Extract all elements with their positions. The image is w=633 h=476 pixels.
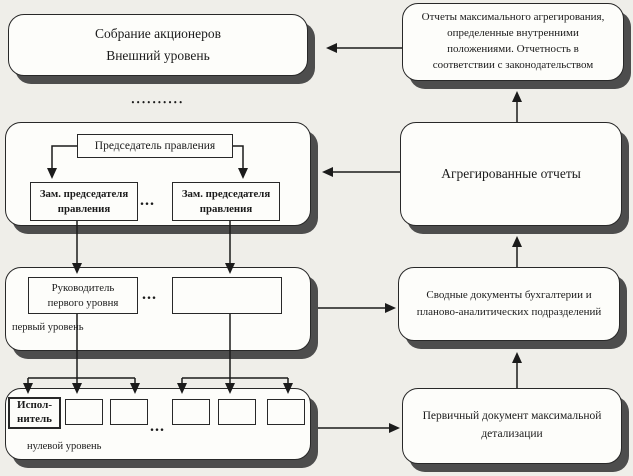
- first-level-ellipsis: ...: [142, 286, 157, 303]
- deputy-line: правления: [199, 202, 253, 215]
- reports-line: Отчеты максимального агрегирования,: [421, 11, 605, 24]
- external-level-label: Внешний уровень: [106, 48, 210, 63]
- chairman-box: [77, 134, 233, 158]
- summary-line: планово-аналитических подразделений: [416, 306, 602, 318]
- zero-level-label: нулевой уровень: [27, 441, 102, 452]
- arrow-chairman-to-deputy-right: [233, 146, 243, 177]
- shareholders-line: Собрание акционеров: [94, 25, 222, 41]
- reports-line: определенные внутренними: [447, 27, 579, 40]
- deputy-right-box: [172, 182, 280, 221]
- reports-line: соответствии с законодательством: [432, 58, 594, 71]
- dotted-separator: ••••••••••: [131, 98, 185, 107]
- deputy-left-box: [30, 182, 138, 221]
- summary-line: Сводные документы бухгалтерии и: [426, 288, 592, 301]
- zero-level-box: [172, 399, 210, 425]
- deputy-line: Зам. председателя: [181, 187, 271, 200]
- chairman-label: Председатель правления: [94, 140, 216, 152]
- head1-line: Руководитель: [51, 281, 115, 294]
- executor-line: нитель: [17, 413, 52, 425]
- aggregated-label: Агрегированные отчеты: [441, 166, 581, 181]
- reports-line: положениями. Отчетность в: [447, 43, 579, 55]
- first-level-head-box: [28, 277, 138, 314]
- zero-level-ellipsis: ...: [150, 418, 165, 435]
- deputy-line: правления: [57, 202, 111, 215]
- first-level-label: первый уровень: [12, 322, 84, 333]
- primary-line: детализации: [481, 428, 543, 440]
- executor-box: [8, 397, 61, 429]
- primary-line: Первичный документ максимальной: [422, 410, 602, 423]
- executor-line: Испол-: [17, 399, 52, 412]
- deputy-line: Зам. председателя: [39, 187, 129, 200]
- zero-level-box: [267, 399, 305, 425]
- management-ellipsis: ...: [140, 192, 155, 209]
- first-level-empty-box: [172, 277, 282, 314]
- zero-level-box: [65, 399, 103, 425]
- arrow-chairman-to-deputy-left: [52, 146, 77, 177]
- zero-level-box: [218, 399, 256, 425]
- head1-line: первого уровня: [47, 296, 119, 309]
- zero-level-box: [110, 399, 148, 425]
